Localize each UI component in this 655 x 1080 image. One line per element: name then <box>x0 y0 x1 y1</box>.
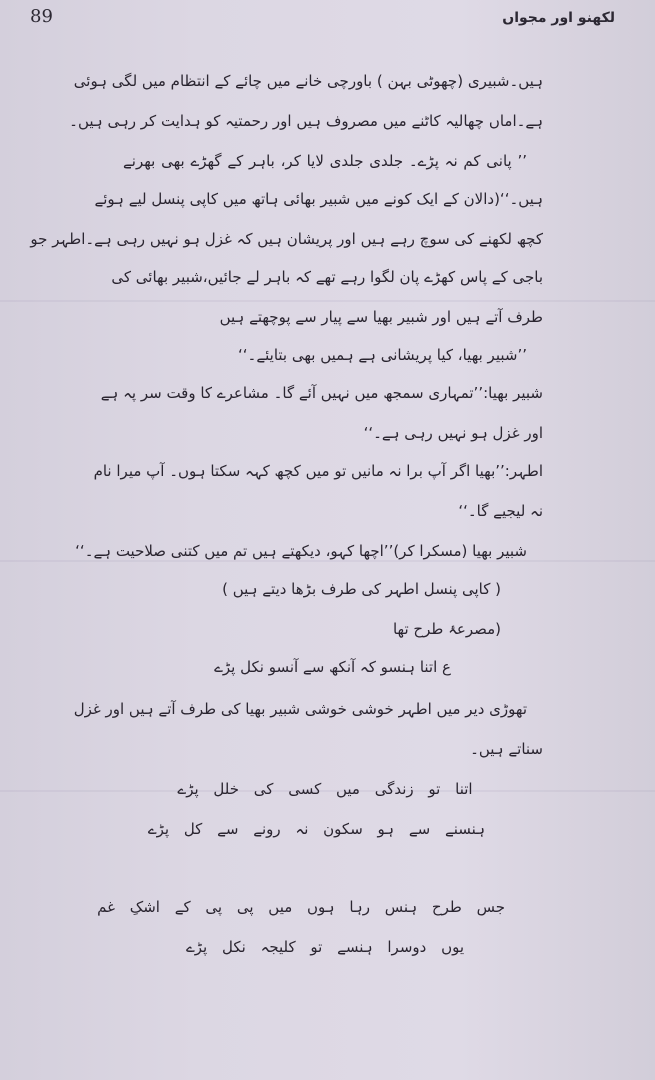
prose-line: نہ لیجیے گا۔‘‘ <box>458 502 543 520</box>
prose-line: تھوڑی دیر میں اطہر خوشی خوشی شبیر بھیا کی طرف آتے ہیں اور غزل <box>73 700 527 718</box>
prose-line: (مصرعۂ طرح تھا <box>392 620 501 638</box>
prose-line: ’’ پانی کم نہ پڑے۔ جلدی جلدی لایا کر، باہر کے گھڑے بھی بھرنے <box>123 152 527 170</box>
prose-line: شبیر بھیا:’’تمہاری سمجھ میں نہیں آئے گا۔ مشاعرے کا وقت سر پہ ہے <box>100 384 543 402</box>
page-number: 89 <box>30 6 53 27</box>
prose-line: اور غزل ہو نہیں رہی ہے۔‘‘ <box>363 424 543 442</box>
prose-line: طرف آتے ہیں اور شبیر بھیا سے پیار سے پوچھتے ہیں <box>219 308 543 326</box>
prose-line: ’’شبیر بھیا، کیا پریشانی ہے ہمیں بھی بتایئے۔‘‘ <box>238 346 527 364</box>
verse-line: ہنسنے سے ہو سکون نہ رونے سے کل پڑے <box>147 820 485 838</box>
prose-line: ہیں۔شبیری (چھوٹی بہن ) باورچی خانے میں چائے کے انتظام میں لگی ہوئی <box>73 72 543 90</box>
prose-line: سناتے ہیں۔ <box>470 740 543 758</box>
prose-line: ( کاپی پنسل اطہر کی طرف بڑھا دیتے ہیں ) <box>222 580 501 598</box>
verse-line: اتنا تو زندگی میں کسی کی خلل پڑے <box>177 780 473 798</box>
prose-line: ہیں۔‘‘(دالان کے ایک کونے میں شبیر بھائی ہاتھ میں کاپی پنسل لیے ہوئے <box>94 190 543 208</box>
prose-line: ع اتنا ہنسو کہ آنکھ سے آنسو نکل پڑے <box>214 658 451 676</box>
prose-line: باجی کے پاس کھڑے پان لگوا رہے تھے کہ باہر لے جائیں،شبیر بھائی کی <box>111 268 543 286</box>
prose-line: ہے۔اماں چھالیہ کاٹنے میں مصروف ہیں اور رحمتیہ کو ہدایت کر رہی ہیں۔ <box>69 112 543 130</box>
prose-line: اطہر:’’بھیا اگر آپ برا نہ مانیں تو میں کچھ کہہ سکتا ہوں۔ آپ میرا نام <box>93 462 543 480</box>
prose-line: کچھ لکھنے کی سوچ رہے ہیں اور پریشان ہیں کہ غزل ہو نہیں رہی ہے۔اطہر جو <box>30 230 543 248</box>
verse-line: یوں دوسرا ہنسے تو کلیجہ نکل پڑے <box>185 938 465 956</box>
prose-line: شبیر بھیا (مسکرا کر)’’اچھا کہو، دیکھتے ہیں تم میں کتنی صلاحیت ہے۔‘‘ <box>75 542 527 560</box>
verse-line: جس طرح ہنس رہا ہوں میں پی پی کے اشکِ غم <box>97 898 505 916</box>
running-head: لکھنو اور مجواں <box>502 10 615 26</box>
